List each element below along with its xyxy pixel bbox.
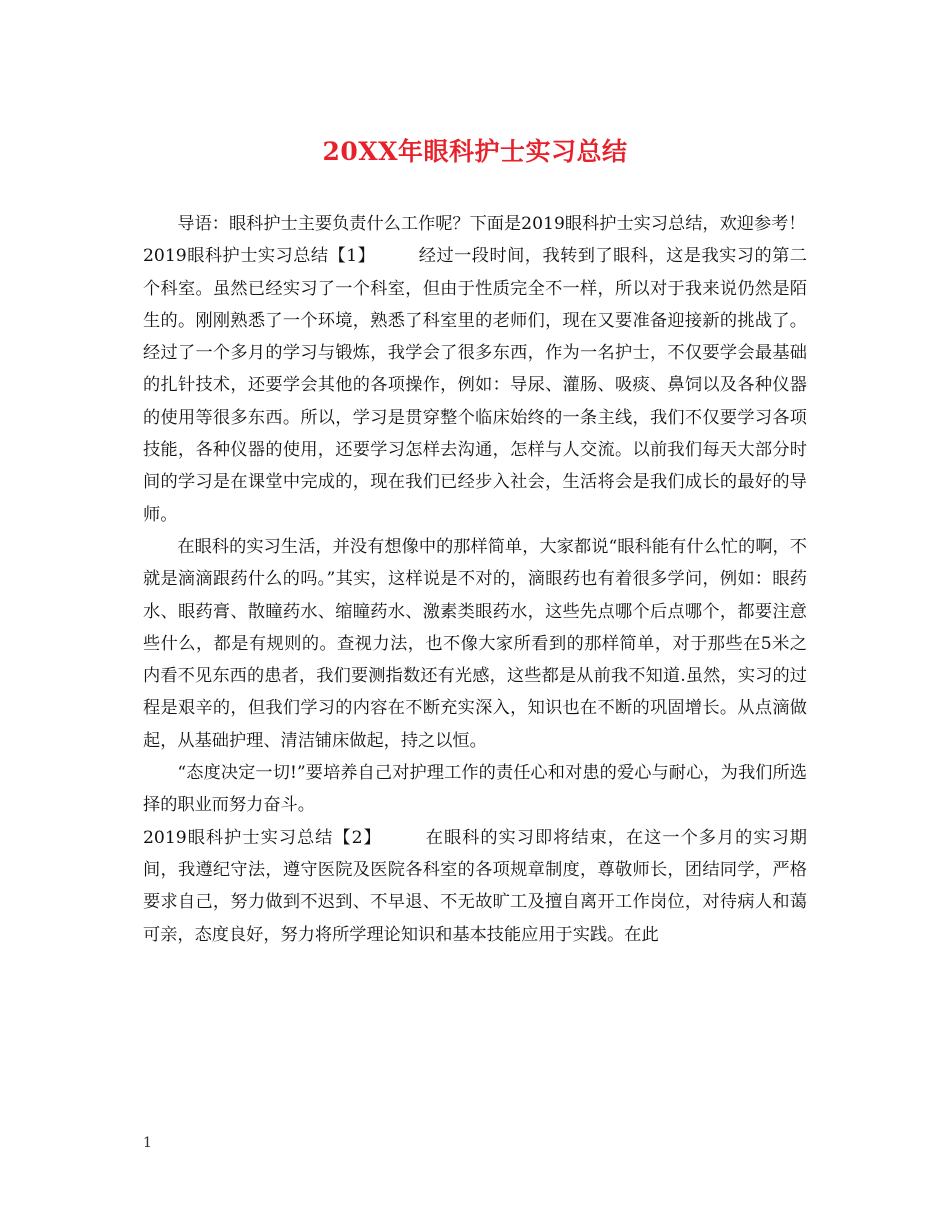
section-2-heading: 2019眼科护士实习总结【2】 <box>143 827 382 848</box>
document-body <box>143 208 807 951</box>
document-title: 20XX年眼科护士实习总结 <box>322 137 628 166</box>
section-1-paragraph-2: 在眼科的实习生活，并没有想像中的那样简单，大家都说“眼科能有什么忙的啊，不就是滴滴跟药什么的吗。”其实，这样说是不对的，滴眼药也有着很多学问，例如：眼药水、眼药膏、散瞳药水、缩瞳药水、激素类眼药水，这些先点哪个后点哪个，都要注意些什么，都是有规则的。查视力法，也不像大家所看到的那样简单，对于那些在5米之内看不见东西的患者，我们要测指数还有光感，这些都是从前我不知道.虽然，实习的过程是艰辛的，但我们学习的内容在不断充实深入，知识也在不断的巩固增长。从点滴做起，从基础护理、清洁铺床做起，持之以恒。 <box>143 536 807 751</box>
section-2-paragraph-1 <box>143 822 807 951</box>
section-1-paragraph-1 <box>143 240 807 531</box>
section-1-paragraph-3: “态度决定一切!”要培养自己对护理工作的责任心和对患的爱心与耐心，为我们所选择的职业而努力奋斗。 <box>143 763 807 816</box>
section-1-heading: 2019眼科护士实习总结【1】 <box>143 246 376 267</box>
section-1-text-1: 经过一段时间，我转到了眼科，这是我实习的第二个科室。虽然已经实习了一个科室，但由于性质完全不一样，所以对于我来说仍然是陌生的。刚刚熟悉了一个环境，熟悉了科室里的老师们，现在又要准备迎接新的挑战了。经过了一个多月的学习与锻炼，我学会了很多东西，作为一名护士，不仅要学会最基础的扎针技术，还要学会其他的各项操作，例如：导尿、灌肠、吸痰、鼻饲以及各种仪器的使用等很多东西。所以，学习是贯穿整个临床始终的一条主线，我们不仅要学习各项技能，各种仪器的使用，还要学习怎样去沟通，怎样与人交流。以前我们每天大部分时间的学习是在课堂中完成的，现在我们已经步入社会，生活将会是我们成长的最好的导师。 <box>143 246 807 525</box>
page-number: 1 <box>143 1135 152 1151</box>
section-2-text-1: 在眼科的实习即将结束，在这一个多月的实习期间，我遵纪守法，遵守医院及医院各科室的各项规章制度，尊敬师长，团结同学，严格要求自己，努力做到不迟到、不早退、不无故旷工及擅自离开工作岗位，对待病人和蔼可亲，态度良好，努力将所学理论知识和基本技能应用于实践。在此 <box>143 827 807 945</box>
intro-paragraph: 导语：眼科护士主要负责什么工作呢？下面是2019眼科护士实习总结，欢迎参考！ <box>177 214 806 234</box>
